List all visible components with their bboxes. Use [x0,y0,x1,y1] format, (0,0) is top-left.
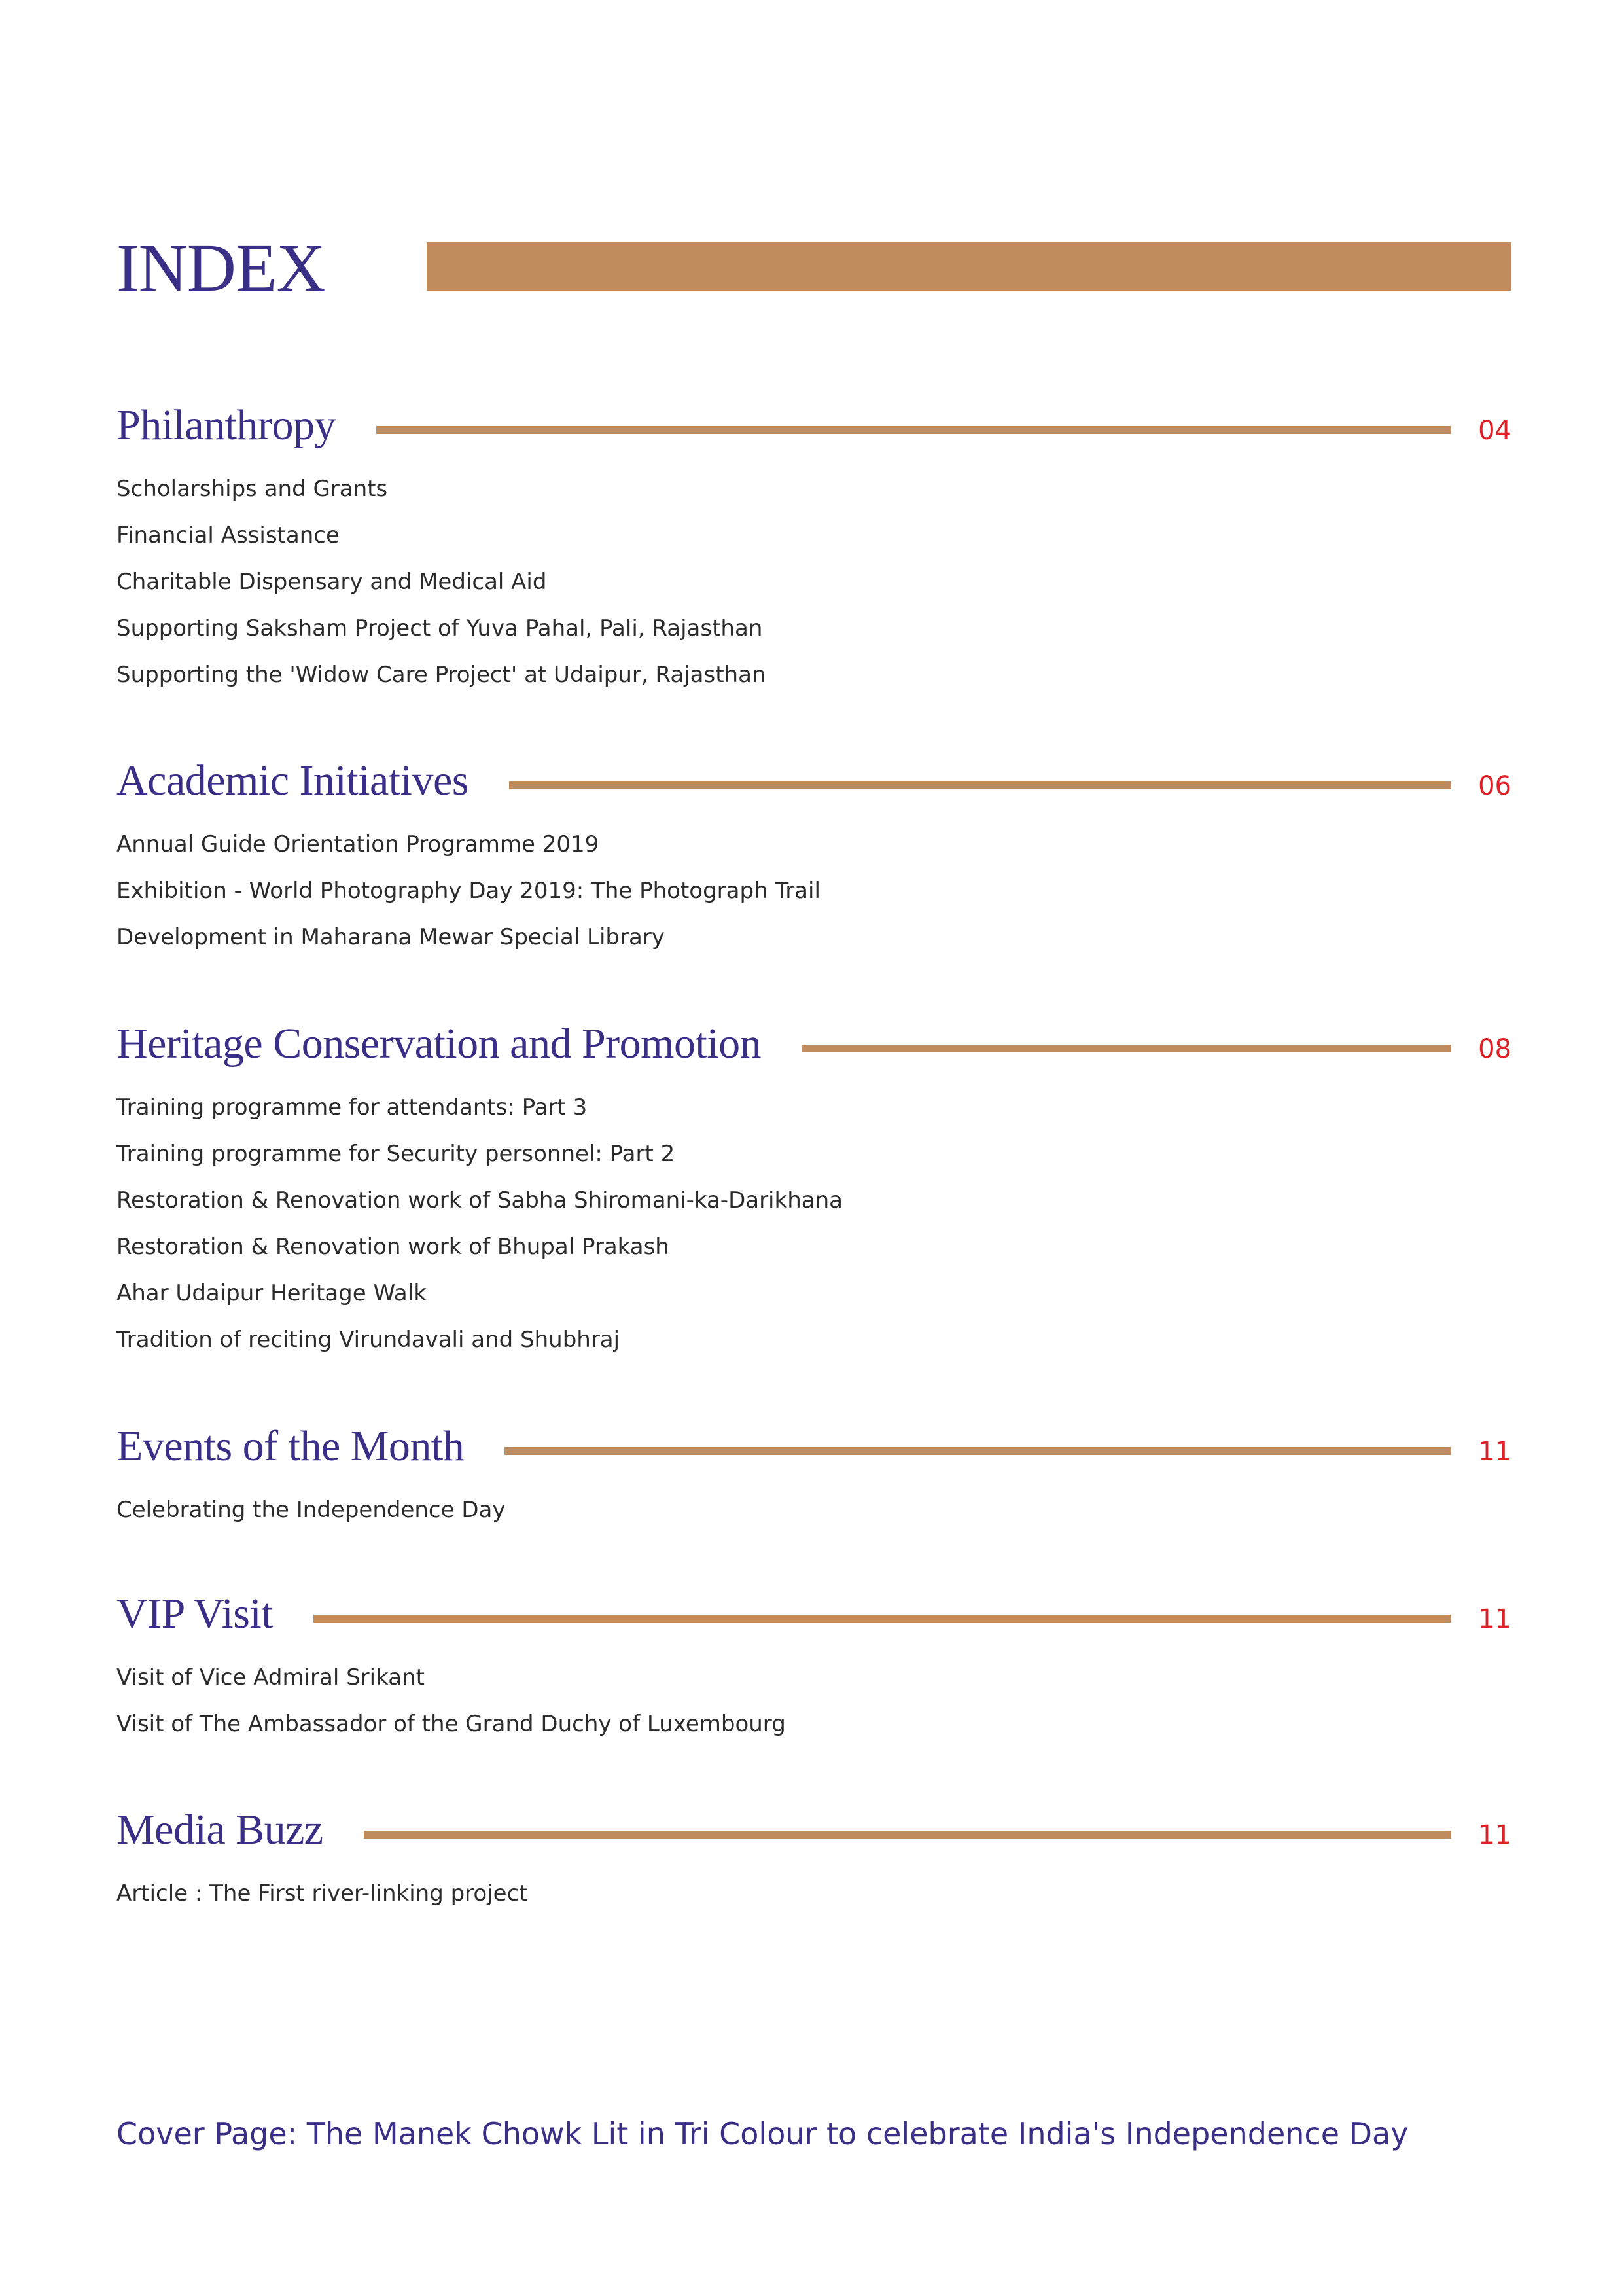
section-page-number: 11 [1478,1820,1511,1850]
section-rule [504,1447,1451,1455]
list-item: Restoration & Renovation work of Sabha Shiromani-ka-Darikhana [116,1187,843,1213]
list-item: Visit of Vice Admiral Srikant [116,1664,425,1691]
list-item: Supporting Saksham Project of Yuva Pahal, Pali, Rajasthan [116,615,763,641]
list-item: Tradition of reciting Virundavali and Shubhraj [116,1327,620,1353]
section-rule [802,1045,1451,1052]
section-heading-philanthropy[interactable] [116,393,1511,458]
section-heading-academic-initiatives[interactable] [116,748,1511,814]
section-page-number: 08 [1478,1034,1511,1064]
list-item: Visit of The Ambassador of the Grand Duchy of Luxembourg [116,1711,786,1737]
list-item: Annual Guide Orientation Programme 2019 [116,831,599,857]
list-item: Training programme for attendants: Part 3 [116,1094,588,1121]
cover-page-note: Cover Page: The Manek Chowk Lit in Tri Colour to celebrate India's Independence Day [116,2116,1409,2151]
section-rule [509,781,1451,789]
section-page-number: 04 [1478,416,1511,446]
list-item: Development in Maharana Mewar Special Library [116,924,665,950]
section-heading-events-of-the-month[interactable] [116,1414,1511,1479]
section-page-number: 11 [1478,1437,1511,1467]
section-rule [313,1615,1451,1623]
index-title: INDEX [116,230,325,306]
section-title: Philanthropy [116,401,336,449]
section-items-philanthropy [116,466,1425,698]
section-heading-vip-visit[interactable] [116,1581,1511,1647]
list-item: Exhibition - World Photography Day 2019: The Photograph Trail [116,878,821,904]
section-heading-heritage-conservation[interactable] [116,1011,1511,1077]
section-rule [376,426,1451,434]
index-header [116,229,1511,308]
section-heading-media-buzz[interactable] [116,1797,1511,1863]
section-items-media-buzz [116,1871,1425,1917]
section-rule [364,1831,1451,1839]
list-item: Celebrating the Independence Day [116,1497,506,1523]
section-items-academic-initiatives [116,821,1425,961]
section-title: Academic Initiatives [116,757,468,804]
section-title: Events of the Month [116,1422,465,1470]
index-header-bar [427,242,1511,291]
section-title: VIP Visit [116,1590,274,1638]
section-items-events-of-the-month [116,1487,1425,1534]
list-item: Article : The First river-linking project [116,1880,528,1907]
section-page-number: 06 [1478,771,1511,801]
list-item: Supporting the 'Widow Care Project' at Udaipur, Rajasthan [116,662,766,688]
list-item: Restoration & Renovation work of Bhupal Prakash [116,1234,669,1260]
list-item: Charitable Dispensary and Medical Aid [116,569,547,595]
section-items-vip-visit [116,1655,1425,1748]
list-item: Training programme for Security personnel: Part 2 [116,1141,675,1167]
section-title: Heritage Conservation and Promotion [116,1020,762,1067]
list-item: Ahar Udaipur Heritage Walk [116,1280,427,1306]
list-item: Scholarships and Grants [116,476,388,502]
list-item: Financial Assistance [116,522,340,548]
section-title: Media Buzz [116,1806,323,1854]
section-items-heritage-conservation [116,1085,1425,1363]
section-page-number: 11 [1478,1604,1511,1634]
